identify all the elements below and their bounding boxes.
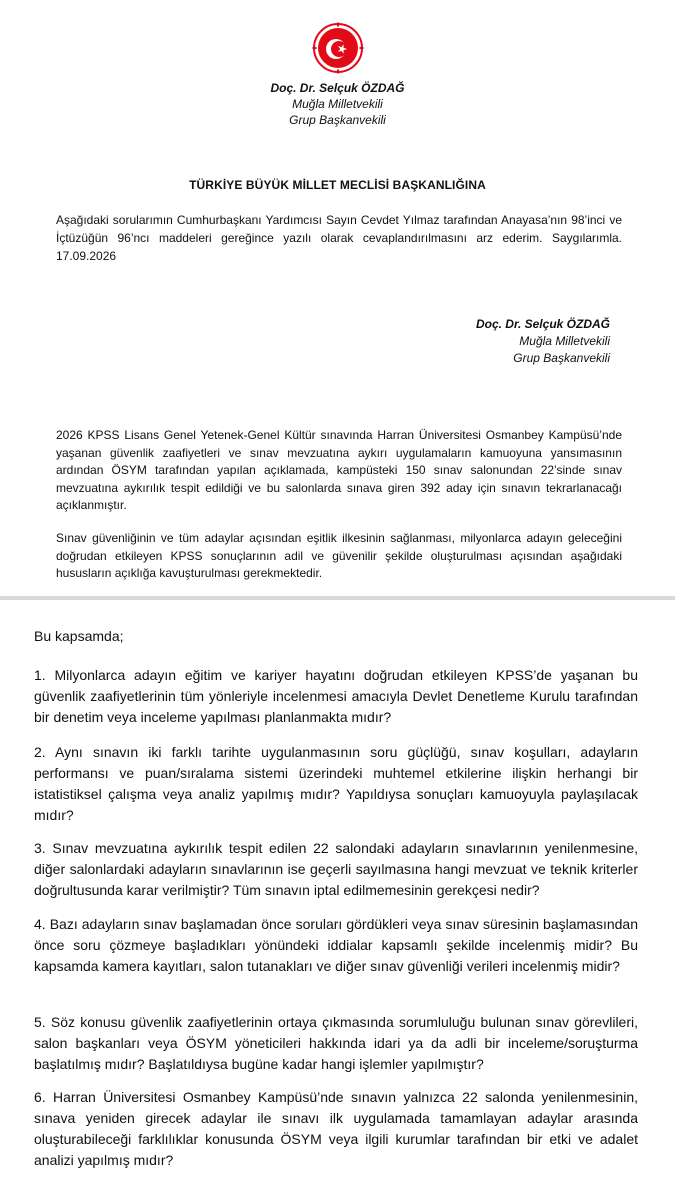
question-3: 3. Sınav mevzuatına aykırılık tespit edilen 22 salondaki adayların sınavlarının yenilenmesine, diğer salonlardaki adayların sınavlarının ise geçerli sayılmasına hangi mevzuat ve teknik kriterler doğrultusunda karar verilmiştir? Tüm sınavın iptal edilmemesinin gerekçesi nedir? [34,840,638,898]
question-2: 2. Aynı sınavın iki farklı tarihte uygulanmasının soru güçlüğü, sınav koşulları, adayların performansı ve puan/sıralama sistemi üzerindeki muhtemel etkilerine ilişkin herhangi bir istatistiksel çalışma veya analiz yapılmış mıdır? Yapıldıysa sonuçları kamuoyuyla paylaşılacak mıdır? [34,744,638,823]
document-page-1 [0,0,675,596]
signature-line-1: Muğla Milletvekili [519,334,610,348]
document-page-2 [0,600,675,1200]
question-1: 1. Milyonlarca adayın eğitim ve kariyer hayatını doğrudan etkileyen KPSS’de yaşanan bu güvenlik zaafiyetlerinin tüm yönleriyle incelenmesi amacıyla Devlet Denetleme Kurulu tarafından bir denetim veya inceleme yapılması planlanmakta mıdır? [34,667,638,725]
lead-text: Bu kapsamda; [34,628,124,644]
question-6: 6. Harran Üniversitesi Osmanbey Kampüsü’nde sınavın yalnızca 22 salonda yenilenmesinin, sınava yeniden girecek adaylar ile sınavı ilk uygulamada tamamlayan adaylar arasında oluşturabileceği farklılıklar konusunda ÖSYM veya ilgili kurumlar tarafından bir etki ve adalet analizi yapılmış mıdır? [34,1089,638,1168]
signature-block [476,316,610,367]
signature-line-2: Grup Başkanvekili [513,351,610,365]
header-name: Doç. Dr. Selçuk ÖZDAĞ [270,81,405,95]
header-block [0,80,675,128]
header-line-1: Muğla Milletvekili [292,97,383,111]
body-paragraph: Sınav güvenliğinin ve tüm adaylar açısından eşitlik ilkesinin sağlanması, milyonlarca adayın geleceğini doğrudan etkileyen KPSS sonuçlarının adil ve güvenilir şekilde oluşturulması açısından aşağıdaki hususların açıklığa kavuşturulması gerekmektedir. [56,531,622,580]
question-5: 5. Söz konusu güvenlik zaafiyetlerinin ortaya çıkmasında sorumluluğu bulunan sınav görevlileri, salon başkanları veya ÖSYM yöneticileri hakkında idari ya da adli bir inceleme/soruşturma başlatılmış mıdır? Başlatıldıysa bugüne kadar hangi işlemler yapılmıştır? [34,1014,638,1072]
tbmm-emblem-icon [312,22,364,74]
header-line-2: Grup Başkanvekili [289,113,386,127]
signature-name: Doç. Dr. Selçuk ÖZDAĞ [475,317,610,331]
question-4: 4. Bazı adayların sınav başlamadan önce soruları gördükleri veya sınav süresinin başlamasından önce soru çözmeye başladıkları yönündeki iddialar kapsamlı şekilde incelenmiş midir? Bu kapsamda kamera kayıtları, salon tutanakları ve diğer sınav güvenliği verileri incelenmiş midir? [34,916,638,974]
document-title: TÜRKİYE BÜYÜK MİLLET MECLİSİ BAŞKANLIĞINA [189,178,486,192]
intro-paragraph: Aşağıdaki sorularımın Cumhurbaşkanı Yardımcısı Sayın Cevdet Yılmaz tarafından Anayasa’nın 98’inci ve İçtüzüğün 96’ncı maddeleri gereğince yazılı olarak cevaplandırılmasını arz ederim. Saygılarımla. 17.09.2026 [56,213,622,263]
body-paragraph: 2026 KPSS Lisans Genel Yetenek-Genel Kültür sınavında Harran Üniversitesi Osmanbey Kampüsü’nde yaşanan güvenlik zaafiyetleri ve sınav mevzuatına aykırı uygulamaların kamuoyuna yansımasının ardından ÖSYM tarafından yapılan açıklamada, kampüsteki 150 sınav salonundan 22’sinde sınav mevzuatına aykırılık tespit edildiği ve bu salonlarda sınava giren 392 aday için sınavın tekrarlanacağı açıklanmıştır. [56,428,622,512]
